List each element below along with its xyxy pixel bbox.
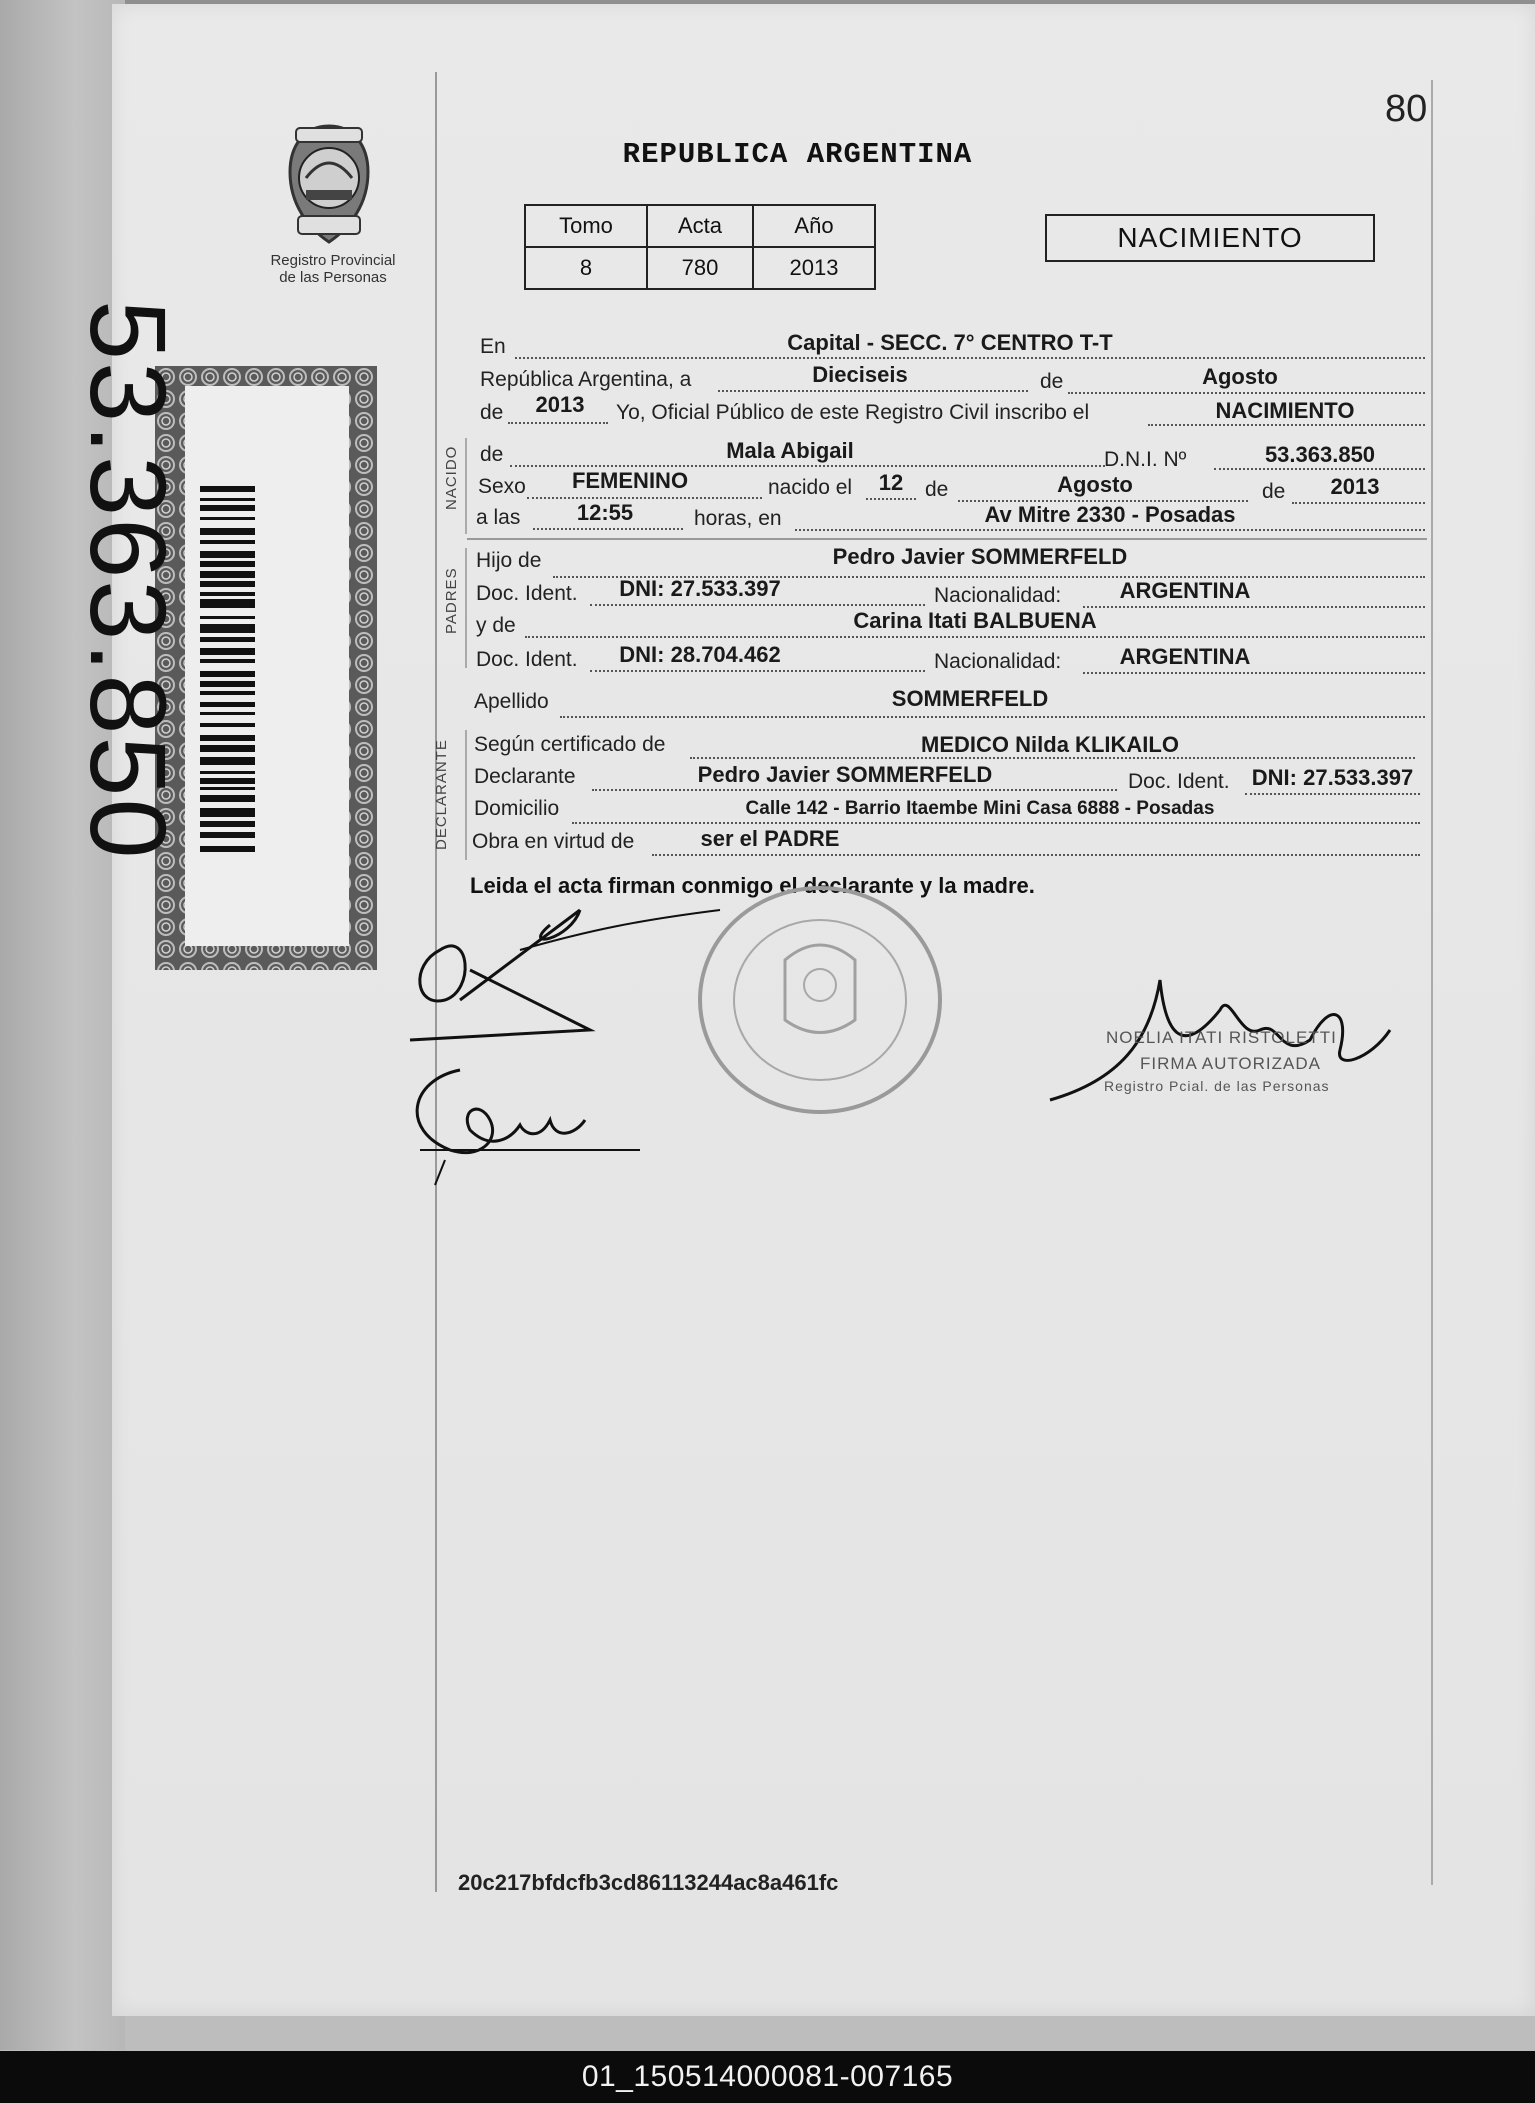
dni-value: 53.363.850 (1264, 442, 1376, 467)
registry-header-acta: Acta (647, 205, 753, 247)
nac-anio-value: 2013 (1330, 474, 1380, 499)
registry-value-acta: 780 (647, 247, 753, 289)
hijo-label: Hijo de (476, 549, 542, 572)
nac-mes-value: Agosto (1057, 472, 1133, 497)
section-label-nacido: NACIDO (443, 445, 460, 510)
lugar-dots (795, 529, 1425, 531)
nombre-value: Mala Abigail (726, 438, 854, 463)
padres-bracket (465, 548, 467, 668)
barcode-bar (200, 795, 255, 802)
signatory-office: Registro Pcial. de las Personas (1104, 1078, 1330, 1094)
document-title: REPUBLICA ARGENTINA (622, 138, 973, 171)
barcode-bar (200, 757, 255, 765)
madre-nac-label: Nacionalidad: (934, 650, 1062, 673)
mes-value: Agosto (1202, 364, 1278, 389)
declarant-signature (400, 890, 740, 1050)
obra-dots (652, 854, 1420, 856)
madre-nac-value: ARGENTINA (1119, 644, 1251, 669)
logo-caption (258, 252, 408, 286)
acto-value: NACIMIENTO (1215, 398, 1355, 423)
barcode-bar (200, 648, 255, 655)
barcode-bar (200, 808, 255, 817)
barcode-bar (200, 540, 255, 544)
domicilio-value: Calle 142 - Barrio Itaembe Mini Casa 6888 - Posadas (745, 798, 1215, 819)
republica-dots-1 (718, 390, 1028, 392)
oficial-text: Yo, Oficial Público de este Registro Civil inscribo el (616, 401, 1090, 424)
madre-dni-value: DNI: 28.704.462 (619, 642, 781, 667)
padre-nac-value: ARGENTINA (1119, 578, 1251, 603)
barcode-bar (200, 832, 255, 838)
barcode-bar (200, 517, 255, 520)
hora-value: 12:55 (576, 500, 634, 525)
republica-dots-2 (1068, 392, 1425, 394)
madre-nac-dots (1083, 672, 1425, 674)
signatory-role: FIRMA AUTORIZADA (1140, 1054, 1321, 1073)
barcode-bar (200, 637, 255, 642)
barcode-bar (200, 659, 255, 663)
madre-doc-dots (590, 670, 925, 672)
sexo-dots (527, 497, 762, 499)
right-margin-rule (1431, 80, 1433, 1885)
en-dots (515, 357, 1425, 359)
nombre-de-label: de (480, 443, 504, 466)
act-type-box: NACIMIENTO (1045, 214, 1375, 262)
anio-value: 2013 (535, 392, 585, 417)
registry-table (524, 204, 876, 290)
padre-doc-dots (590, 604, 925, 606)
segun-label: Según certificado de (474, 733, 666, 756)
closing-text: Leida el acta firman conmigo el declarante y la madre. (470, 873, 1035, 898)
declarante-value: Pedro Javier SOMMERFELD (697, 762, 993, 787)
barcode-bar (200, 778, 255, 784)
coat-of-arms-logo (276, 120, 382, 250)
registry-value-anio: 2013 (753, 247, 875, 289)
barcode-bar (200, 745, 255, 752)
barcode-bar (200, 624, 255, 633)
padre-nac-dots (1083, 606, 1425, 608)
barcode-bar (200, 771, 255, 774)
apellido-label: Apellido (474, 690, 549, 713)
barcode-bar (200, 681, 255, 687)
barcode-bar (200, 561, 255, 567)
dni-label: D.N.I. Nº (1104, 448, 1187, 471)
certificado-value: MEDICO Nilda KLIKAILO (921, 732, 1179, 757)
republica-label: República Argentina, a (480, 368, 692, 391)
section-label-declarante: DECLARANTE (433, 739, 450, 850)
anio-de-label: de (480, 401, 504, 424)
padre-value: Pedro Javier SOMMERFELD (832, 544, 1128, 569)
en-label: En (480, 335, 506, 358)
decl-doc-value: DNI: 27.533.397 (1251, 765, 1414, 790)
yde-label: y de (476, 614, 516, 637)
padre-dni-value: DNI: 27.533.397 (619, 576, 781, 601)
registry-value-tomo: 8 (525, 247, 647, 289)
sexo-label: Sexo (478, 475, 526, 498)
barcode-bar (200, 735, 255, 741)
hora-dots (533, 528, 683, 530)
barcode-bar (200, 551, 255, 558)
horas-label: horas, en (694, 507, 782, 530)
barcode-number: 53.363.850 (68, 300, 189, 861)
nacido-label: nacido el (768, 476, 853, 499)
barcode-bar (200, 616, 255, 619)
signatory-name: NOELIA ITATI RISTOLETTI (1106, 1028, 1337, 1047)
barcode-bar (200, 486, 255, 492)
page-number: 80 (1385, 88, 1428, 130)
nacido-bracket (465, 438, 467, 534)
madre-dots (525, 636, 1425, 638)
separator-1 (467, 538, 1427, 540)
barcode-bar (200, 671, 255, 677)
en-value: Capital - SECC. 7° CENTRO T-T (787, 330, 1113, 355)
republica-de-label: de (1040, 370, 1064, 393)
decl-doc-label: Doc. Ident. (1128, 770, 1230, 793)
declarante-dots (592, 789, 1117, 791)
lugar-value: Av Mitre 2330 - Posadas (984, 502, 1236, 527)
obra-label: Obra en virtud de (472, 830, 635, 853)
logo-caption-line1: Registro Provincial (270, 252, 396, 269)
barcode-bar (200, 787, 255, 790)
padre-nac-label: Nacionalidad: (934, 584, 1062, 607)
nac-anio-dots (1292, 502, 1425, 504)
registry-header-row (525, 205, 875, 247)
registry-header-anio: Año (753, 205, 875, 247)
nac-de-label: de (925, 478, 949, 501)
mother-signature (400, 1050, 660, 1190)
barcode-bar (200, 846, 255, 852)
footer-id: 01_150514000081-007165 (581, 2060, 954, 2093)
declarante-bracket (465, 730, 467, 860)
section-label-padres: PADRES (443, 567, 460, 634)
footer-id-bar (0, 2051, 1535, 2103)
registry-header-tomo: Tomo (525, 205, 647, 247)
barcode-bar (200, 528, 255, 535)
barcode-bar (200, 571, 255, 578)
domicilio-dots (572, 822, 1420, 824)
dia-value: Dieciseis (812, 362, 908, 387)
dni-dots (1214, 468, 1425, 470)
alas-label: a las (476, 506, 521, 529)
madre-value: Carina Itati BALBUENA (853, 608, 1097, 633)
declarante-label: Declarante (474, 765, 576, 788)
barcode-bar (200, 592, 255, 596)
nac-de2-label: de (1262, 480, 1286, 503)
barcode-bar (200, 498, 255, 501)
document-hash: 20c217bfdcfb3cd86113244ac8a461fc (458, 1870, 839, 1895)
barcode-bar (200, 599, 255, 608)
barcode-bar (200, 821, 255, 827)
padre-doc-label: Doc. Ident. (476, 582, 578, 605)
obra-value: ser el PADRE (700, 826, 840, 851)
barcode-bar (200, 723, 255, 727)
barcode-bar (200, 712, 255, 715)
madre-doc-label: Doc. Ident. (476, 648, 578, 671)
barcode-bar (200, 702, 255, 707)
decl-doc-dots (1245, 793, 1420, 795)
registry-value-row (525, 247, 875, 289)
anio-dots (508, 422, 608, 424)
domicilio-label: Domicilio (474, 797, 560, 820)
acto-dots (1148, 424, 1425, 426)
nac-dia-value: 12 (878, 470, 904, 495)
apellido-dots (560, 716, 1425, 718)
barcode (200, 486, 260, 856)
apellido-value: SOMMERFELD (891, 686, 1049, 711)
barcode-bar (200, 505, 255, 511)
barcode-bar (200, 691, 255, 695)
nombre-dots (510, 465, 1105, 467)
sexo-value: FEMENINO (571, 468, 689, 493)
logo-caption-line2: de las Personas (279, 269, 387, 286)
nac-dia-dots (866, 498, 916, 500)
barcode-bar (200, 581, 255, 587)
